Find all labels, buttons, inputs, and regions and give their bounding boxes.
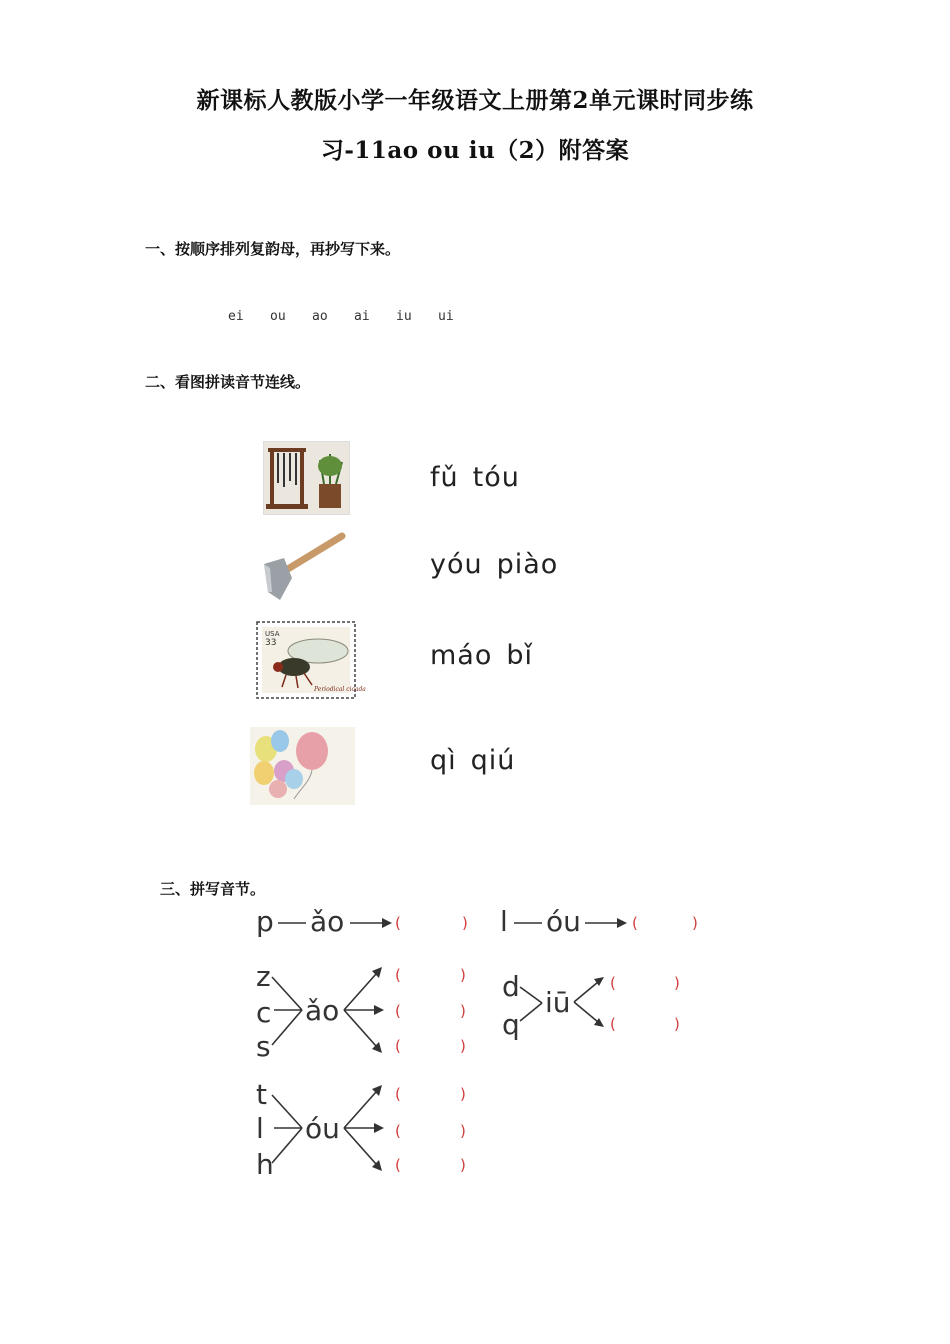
answer-paren-open: (: [395, 914, 401, 932]
connector-lines: [518, 983, 546, 1027]
syllable-row: [430, 745, 529, 776]
syllable-row: [430, 549, 572, 580]
initial-s: s: [256, 1030, 271, 1063]
initial-c: c: [256, 996, 272, 1029]
answer-paren-open: (: [395, 966, 401, 984]
syllable: fǔ: [430, 462, 459, 493]
answer-paren-close: ): [460, 1085, 466, 1103]
initial-l: l: [500, 905, 508, 938]
final-item: ai: [354, 309, 370, 324]
answer-paren-close: ): [462, 914, 468, 932]
initial-l: l: [256, 1112, 264, 1145]
connector-line: [512, 915, 544, 931]
final-item: ou: [270, 309, 286, 324]
section2-heading: 二、看图拼读音节连线。: [145, 373, 311, 391]
answer-paren-close: ): [692, 914, 698, 932]
syllable-row: [430, 640, 547, 671]
answer-paren-close: ): [460, 1122, 466, 1140]
arrow-icon: [348, 915, 394, 931]
page-title-line2: 习-11ao ou iu（2）附答案: [320, 137, 630, 164]
syllable: máo: [430, 640, 493, 671]
arrow-fan-icon: [342, 1080, 386, 1176]
answer-paren-close: ): [460, 1037, 466, 1055]
syllable: qì: [430, 745, 457, 776]
final-iu: iū: [545, 986, 571, 1019]
syllable-row: [430, 462, 534, 493]
brush-rack-icon: [263, 441, 350, 515]
initial-q: q: [502, 1008, 520, 1041]
page-title-line1: 新课标人教版小学一年级语文上册第2单元课时同步练: [196, 87, 754, 114]
initial-z: z: [256, 960, 271, 993]
final-item: ao: [312, 309, 328, 324]
svg-text:USA: USA: [265, 630, 280, 638]
final-ao: ǎo: [305, 994, 340, 1027]
arrow-fan-icon: [572, 972, 608, 1032]
answer-paren-open: (: [610, 1015, 616, 1033]
final-item: ei: [228, 309, 244, 324]
svg-text:Periodical cicada: Periodical cicada: [314, 686, 366, 693]
finals-list: [228, 305, 480, 324]
section1-heading: 一、按顺序排列复韵母，再抄写下来。: [145, 240, 401, 258]
answer-paren-open: (: [610, 974, 616, 992]
initial-d: d: [502, 970, 520, 1003]
answer-paren-open: (: [632, 914, 638, 932]
final-item: iu: [396, 309, 412, 324]
initial-h: h: [256, 1148, 274, 1181]
final-ao: ǎo: [310, 905, 345, 938]
initial-p: p: [256, 905, 274, 938]
answer-paren-open: (: [395, 1037, 401, 1055]
answer-paren-open: (: [395, 1156, 401, 1174]
syllable: qiú: [470, 745, 516, 776]
section3-heading: 三、拼写音节。: [160, 880, 266, 898]
answer-paren-close: ): [460, 1156, 466, 1174]
initial-t: t: [256, 1078, 267, 1111]
answer-paren-close: ): [460, 1002, 466, 1020]
syllable: yóu: [430, 549, 483, 580]
answer-paren-open: (: [395, 1122, 401, 1140]
arrow-icon: [583, 915, 629, 931]
axe-icon: [258, 530, 348, 605]
final-ou: óu: [305, 1112, 340, 1145]
final-item: ui: [438, 309, 454, 324]
syllable: bǐ: [506, 640, 534, 671]
final-ou: óu: [546, 905, 581, 938]
syllable: piào: [496, 549, 559, 580]
svg-text:33: 33: [265, 638, 277, 648]
answer-paren-open: (: [395, 1002, 401, 1020]
connector-lines: [270, 1083, 306, 1173]
answer-paren-close: ): [674, 974, 680, 992]
connector-lines: [270, 965, 306, 1055]
arrow-fan-icon: [342, 962, 386, 1058]
syllable: tóu: [472, 462, 520, 493]
stamp-icon: [256, 621, 366, 699]
answer-paren-open: (: [395, 1085, 401, 1103]
answer-paren-close: ): [674, 1015, 680, 1033]
answer-paren-close: ): [460, 966, 466, 984]
connector-line: [276, 915, 308, 931]
balloons-icon: [250, 727, 355, 805]
